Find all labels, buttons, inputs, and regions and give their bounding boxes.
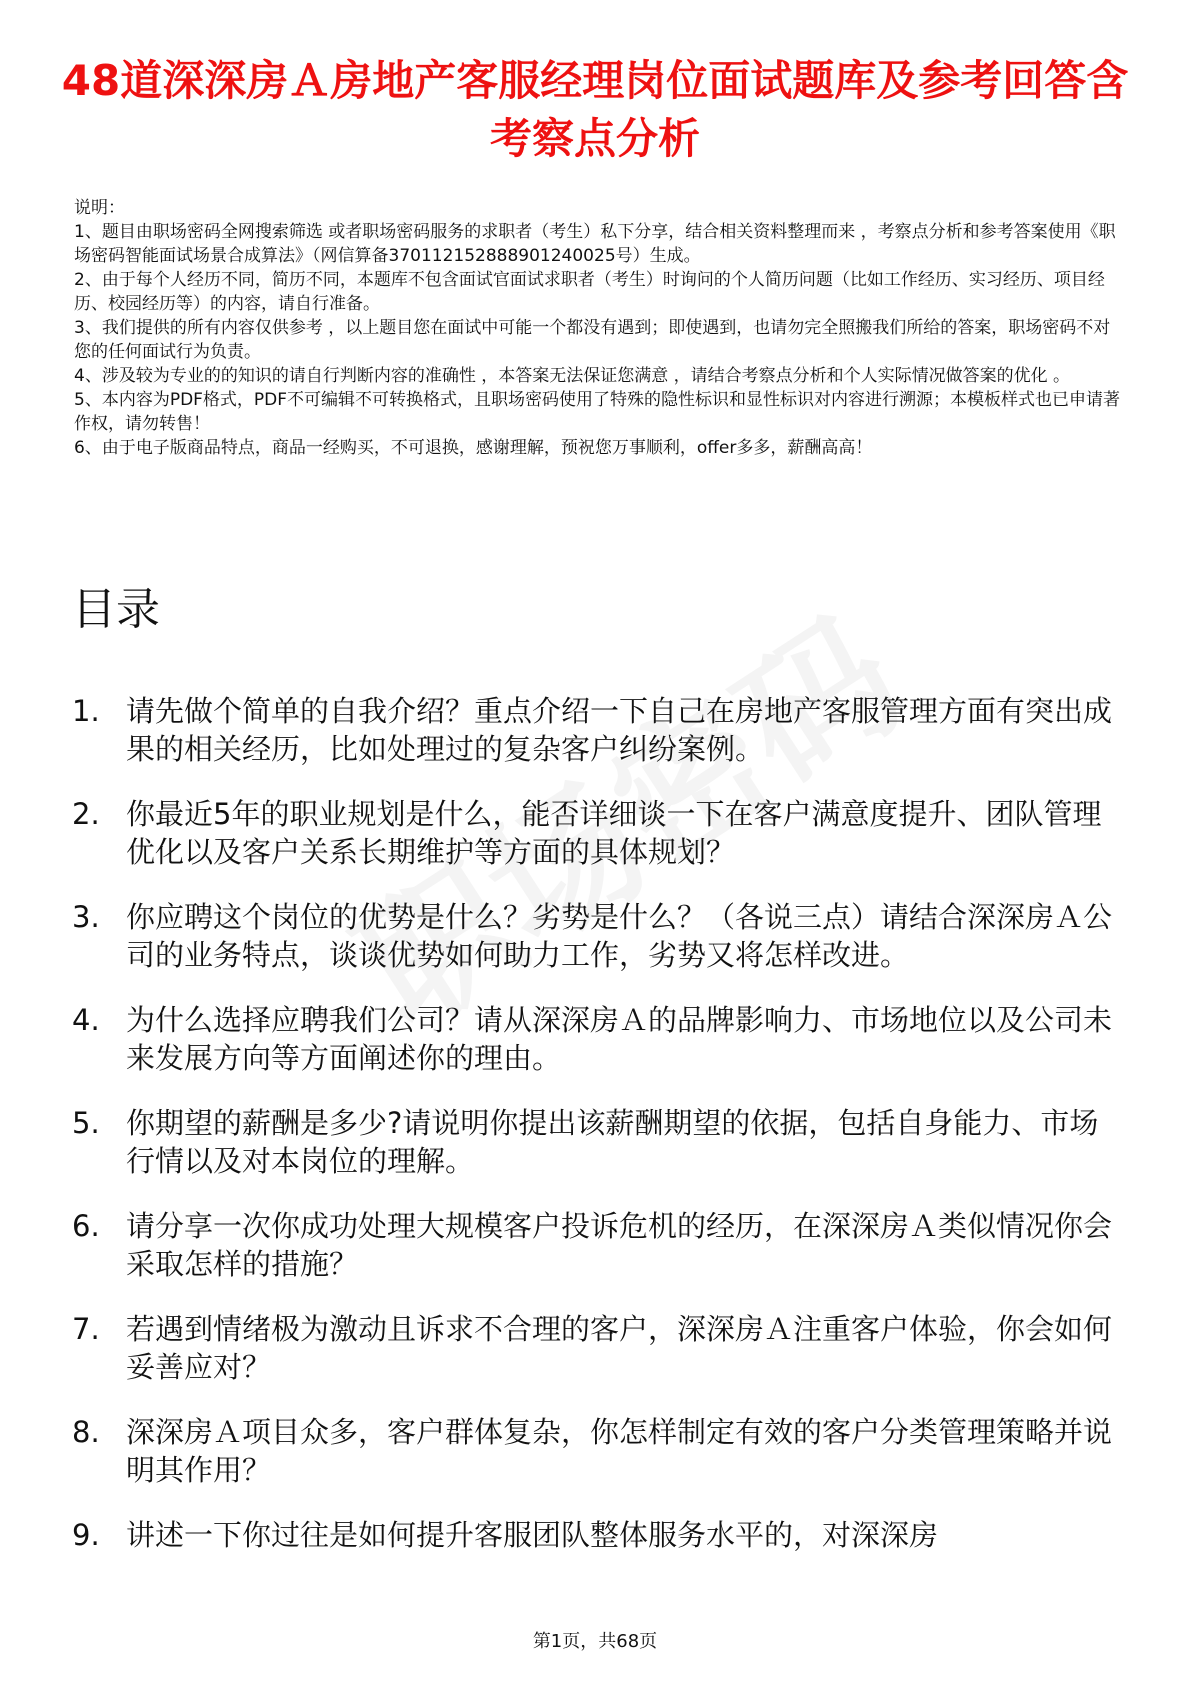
note-item: 4、涉及较为专业的的知识的请自行判断内容的准确性 ，本答案无法保证您满意 ，请结合考察点分析和个人实际情况做答案的优化 。 bbox=[74, 366, 1071, 386]
toc-item-number: 3. bbox=[72, 900, 100, 934]
toc-heading: 目录 bbox=[72, 584, 160, 635]
page-footer: 第1页，共68页 bbox=[532, 1631, 658, 1652]
toc-list bbox=[72, 692, 1122, 1581]
toc-item-number: 6. bbox=[72, 1209, 100, 1243]
toc-item-number: 2. bbox=[72, 797, 100, 831]
toc-item-number: 9. bbox=[72, 1518, 100, 1552]
toc-item-text: 你应聘这个岗位的优势是什么？劣势是什么？（各说三点）请结合深深房Ａ公司的业务特点，谈谈优势如何助力工作，劣势又将怎样改进。 bbox=[126, 900, 1113, 972]
toc-item[interactable] bbox=[72, 1104, 1122, 1180]
toc-item[interactable] bbox=[72, 1516, 1122, 1554]
note-item: 5、本内容为PDF格式，PDF不可编辑不可转换格式，且职场密码使用了特殊的隐性标识和显性标识对内容进行溯源；本模板样式也已申请著作权，请勿转售！ bbox=[74, 390, 1121, 434]
toc-item-number: 7. bbox=[72, 1312, 100, 1346]
toc-item-number: 8. bbox=[72, 1415, 100, 1449]
note-item: 2、由于每个人经历不同，简历不同，本题库不包含面试官面试求职者（考生）时询问的个人简历问题（比如工作经历、实习经历、项目经历、校园经历等）的内容，请自行准备。 bbox=[74, 270, 1105, 314]
toc-item-text: 你最近5年的职业规划是什么，能否详细谈一下在客户满意度提升、团队管理优化以及客户关系长期维护等方面的具体规划？ bbox=[126, 797, 1102, 869]
toc-item-text: 请分享一次你成功处理大规模客户投诉危机的经历，在深深房Ａ类似情况你会采取怎样的措施？ bbox=[126, 1209, 1113, 1281]
toc-item-text: 你期望的薪酬是多少?请说明你提出该薪酬期望的依据，包括自身能力、市场行情以及对本岗位的理解。 bbox=[126, 1106, 1099, 1178]
note-item: 3、我们提供的所有内容仅供参考 ，以上题目您在面试中可能一个都没有遇到；即使遇到，也请勿完全照搬我们所给的答案，职场密码不对您的任何面试行为负责。 bbox=[74, 318, 1111, 362]
toc-item-text: 讲述一下你过往是如何提升客服团队整体服务水平的，对深深房 bbox=[126, 1518, 939, 1552]
note-item: 6、由于电子版商品特点，商品一经购买，不可退换，感谢理解，预祝您万事顺利，offer多多，薪酬高高！ bbox=[74, 438, 873, 458]
toc-item[interactable] bbox=[72, 1413, 1122, 1489]
notes-section bbox=[74, 196, 1124, 460]
toc-item-text: 为什么选择应聘我们公司？请从深深房Ａ的品牌影响力、市场地位以及公司未来发展方向等方面阐述你的理由。 bbox=[126, 1003, 1113, 1075]
toc-item-number: 5. bbox=[72, 1106, 100, 1140]
toc-item-number: 1. bbox=[72, 694, 100, 728]
toc-item[interactable] bbox=[72, 898, 1122, 974]
toc-item-number: 4. bbox=[72, 1003, 100, 1037]
document-title: 48道深深房Ａ房地产客服经理岗位面试题库及参考回答含考察点分析 bbox=[61, 56, 1129, 163]
toc-item[interactable] bbox=[72, 1207, 1122, 1283]
toc-item-text: 深深房Ａ项目众多，客户群体复杂，你怎样制定有效的客户分类管理策略并说明其作用？ bbox=[126, 1415, 1113, 1487]
toc-item[interactable] bbox=[72, 692, 1122, 768]
toc-item[interactable] bbox=[72, 1001, 1122, 1077]
toc-item[interactable] bbox=[72, 1310, 1122, 1386]
note-item: 1、题目由职场密码全网搜索筛选 或者职场密码服务的求职者（考生）私下分享，结合相关资料整理而来 ，考察点分析和参考答案使用《职场密码智能面试场景合成算法》（网信算备370112152888901240025号）生成。 bbox=[74, 222, 1116, 266]
notes-heading: 说明： bbox=[74, 198, 125, 218]
toc-item-text: 请先做个简单的自我介绍？重点介绍一下自己在房地产客服管理方面有突出成果的相关经历，比如处理过的复杂客户纠纷案例。 bbox=[126, 694, 1113, 766]
toc-item-text: 若遇到情绪极为激动且诉求不合理的客户，深深房Ａ注重客户体验，你会如何妥善应对？ bbox=[126, 1312, 1113, 1384]
toc-item[interactable] bbox=[72, 795, 1122, 871]
